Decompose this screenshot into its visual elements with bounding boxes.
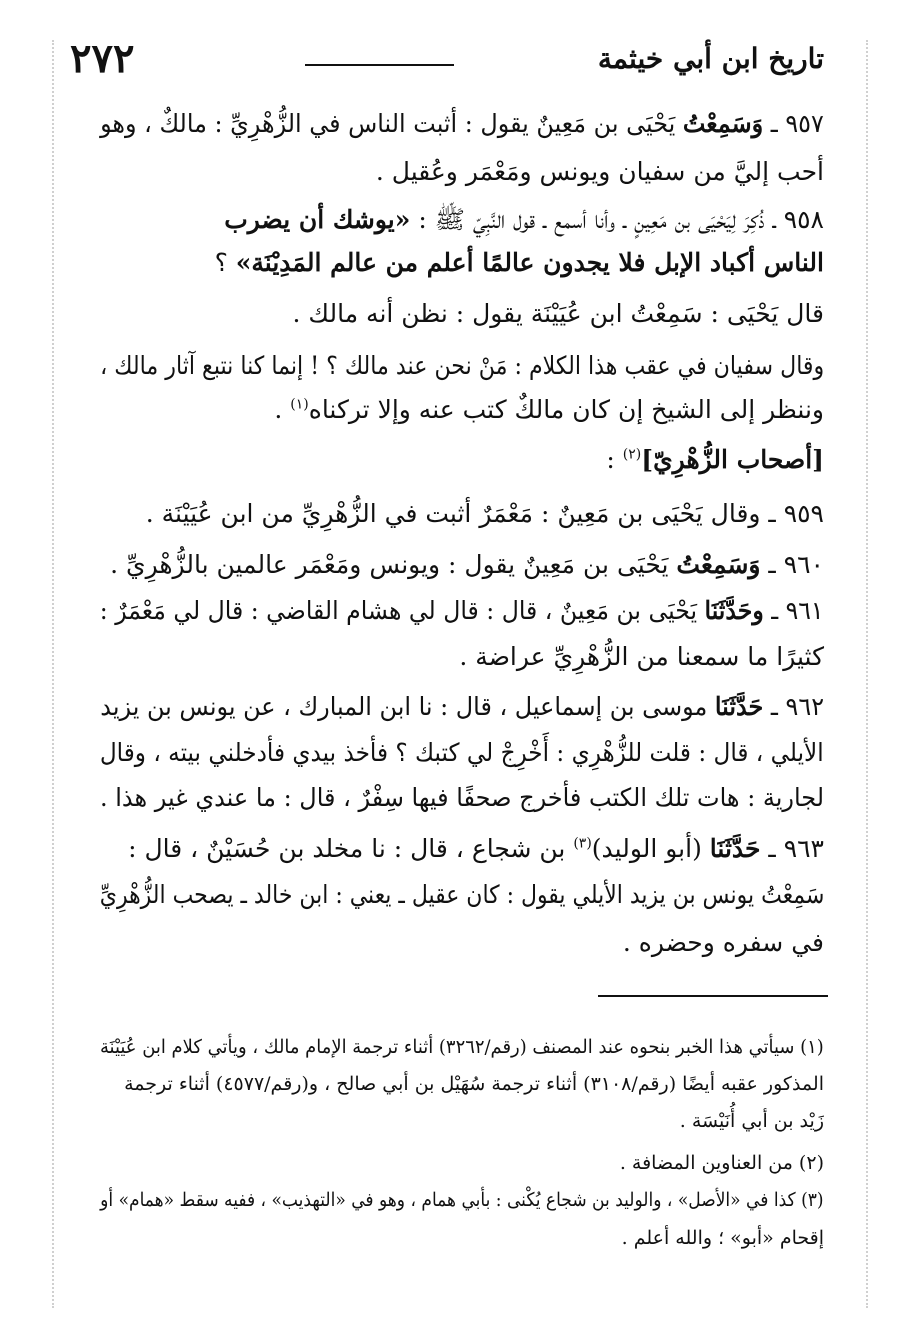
text-run: . [274, 395, 291, 424]
text-run: وقال سفيان في عقب هذا الكلام : مَنْ نحن عند مالك ؟ ! إنما كنا نتبع آثار مالك ، [99, 351, 824, 380]
body-line [623, 926, 824, 960]
text-run: لجارية : هات تلك الكتب فأخرج صحفًا فيها سِفْرٌ ، قال : ما عندي غير هذا . [99, 783, 824, 812]
body-line [146, 497, 824, 531]
text-run: يَحْيَى بن مَعِينٌ يقول : أثبت الناس في الزُّهْرِيِّ : مالكٌ ، وهو [100, 109, 684, 138]
body-line [293, 297, 825, 331]
footnote-separator [598, 995, 828, 997]
text-run: بن شجاع ، قال : نا مخلد بن حُسَيْنٌ ، قال : [128, 834, 574, 863]
body-line [215, 246, 824, 280]
footnote-ref: (٢) [622, 446, 642, 463]
body-line [110, 548, 824, 582]
scan-margin-right [866, 40, 868, 1308]
footnote-ref: (٣) [573, 835, 592, 852]
text-run: سَمِعْتُ يونس بن يزيد الأيلي يقول : كان عقيل ـ يعني : ابن خالد ـ يصحب الزُّهْرِيِّ [99, 880, 824, 909]
body-line [128, 832, 824, 866]
page-number: ٢٧٢ [70, 35, 135, 82]
body-line [459, 640, 824, 674]
body-line [100, 594, 824, 628]
body-line [100, 107, 824, 141]
text-run: موسى بن إسماعيل ، قال : نا ابن المبارك ، عن يونس بن يزيد [100, 692, 715, 721]
body-line [274, 393, 824, 427]
footnote-ref: (١) [290, 396, 309, 413]
text-run: ٩٥٧ ـ [763, 109, 824, 138]
text-run: ٩٦٢ ـ [763, 692, 824, 721]
header-rule [305, 64, 454, 66]
bold-run: الناس أكباد الإبل فلا يجدون عالمًا أعلم من عالم المَدِيْنَة» [235, 248, 824, 277]
text-run: في سفره وحضره . [622, 928, 824, 957]
text-run: ٩٥٩ ـ وقال يَحْيَى بن مَعِينٌ : مَعْمَرٌ أثبت في الزُّهْرِيِّ من ابن عُيَيْنَة . [145, 499, 824, 528]
text-run: أحب إليَّ من سفيان ويونس ومَعْمَر وعُقيل . [375, 157, 824, 186]
text-run: قال يَحْيَى : سَمِعْتُ ابن عُيَيْنَة يقول : نظن أنه مالك . [292, 299, 824, 328]
bold-run: حَدَّثَنَا [714, 692, 764, 721]
footnote-line: (٣) كذا في «الأصل» ، والوليد بن شجاع يُكْنى : بأبي همام ، وهو في «التهذيب» ، ففيه سقط «همام» أو [100, 1189, 824, 1211]
body-line [100, 690, 824, 724]
bold-run: وحَدَّثَنَا [704, 596, 765, 625]
bold-run: وَسَمِعْتُ [683, 109, 764, 138]
text-run: ٩٦٣ ـ [760, 834, 824, 863]
page-header [70, 34, 824, 94]
running-title: تاريخ ابن أبي خيثمة [597, 42, 824, 75]
text-run: ٩٥٨ ـ ذُكِرَ لِيَحْيَى بن مَعِينٍ ـ وأنا أسمع ـ قول النَّبِيّ ﷺ : [410, 205, 824, 234]
footnote-line: (٢) من العناوين المضافة . [619, 1152, 824, 1174]
text-run: (أبو الوليد) [591, 834, 710, 863]
body-line [606, 443, 824, 477]
footnote-line: (١) سيأتي هذا الخبر بنحوه عند المصنف (رقم/٣٢٦٢) أثناء ترجمة الإمام مالك ، ويأتي كلام ابن عُيَيْنَة [100, 1036, 824, 1058]
text-run: يَحْيَى بن مَعِينٌ ، قال : قال لي هشام القاضي : قال لي مَعْمَرٌ : [100, 596, 705, 625]
body-line [100, 736, 824, 770]
bold-run: [أصحاب الزُّهْرِيّ] [641, 445, 824, 474]
text-run: يَحْيَى بن مَعِينٌ يقول : ويونس ومَعْمَر عالمين بالزُّهْرِيِّ . [110, 550, 677, 579]
bold-run: وَسَمِعْتُ [676, 550, 761, 579]
scan-margin-left [52, 40, 54, 1308]
body-line [224, 203, 824, 237]
body-line [100, 781, 824, 815]
text-run: كثيرًا ما سمعنا من الزُّهْرِيِّ عراضة . [459, 642, 824, 671]
footnote-line: زَيْد بن أبي أُنَيْسَة . [679, 1110, 824, 1132]
text-run: وننظر إلى الشيخ إن كان مالكٌ كتب عنه وإلا تركناه [308, 395, 824, 424]
footnote-line: إقحام «أبو» ؛ والله أعلم . [621, 1227, 824, 1249]
text-run: الأيلي ، قال : قلت للزُّهْرِي : أَخْرِجْ لي كتبك ؟ فأخذ بيدي فأدخلني بيته ، وقال [100, 738, 824, 767]
text-run: : [606, 445, 623, 474]
text-run: ٩٦١ ـ [764, 596, 824, 625]
text-run: ٩٦٠ ـ [760, 550, 824, 579]
footnote-line: المذكور عقبه أيضًا (رقم/٣١٠٨) أثناء ترجمة سُهَيْل بن أبي صالح ، و(رقم/٤٥٧٧) أثناء ترجمة [124, 1073, 824, 1095]
bold-run: «يوشك أن يضرب [224, 205, 411, 234]
body-line [99, 878, 824, 912]
text-run: ؟ [214, 248, 236, 277]
bold-run: حَدَّثَنَا [709, 834, 761, 863]
body-line [376, 155, 824, 189]
body-line [100, 349, 824, 383]
